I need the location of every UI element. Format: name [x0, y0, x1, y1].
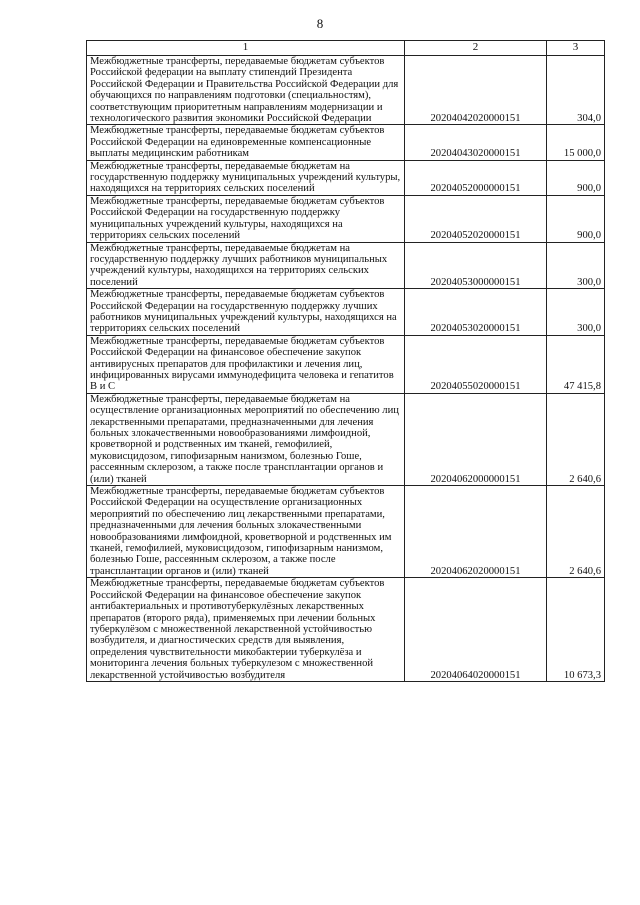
- page-number: 8: [316, 16, 324, 31]
- row-amount: 300,0: [547, 242, 605, 289]
- row-amount: 900,0: [547, 160, 605, 195]
- table-row: [87, 125, 605, 160]
- row-description: Межбюджетные трансферты, передаваемые бюджетам субъектов Российской Федерации на государственную поддержку муниципальных учреждений культуры, находящихся на территориях сельских поселений: [87, 195, 405, 242]
- column-header-3: 3: [547, 41, 605, 56]
- row-code: 20204062000000151: [405, 393, 547, 485]
- table-row: [87, 242, 605, 289]
- row-description: Межбюджетные трансферты, передаваемые бюджетам субъектов Российской федерации на выплату стипендий Президента Российской Федерации и Правительства Российской Федерации для обучающихся по направлениям подготовки (специальностям), соответствующим приоритетным направлениям модернизации и технологического развития экономики Российской Федерации: [87, 56, 405, 125]
- table-row: [87, 486, 605, 578]
- table-row: [87, 160, 605, 195]
- row-description: Межбюджетные трансферты, передаваемые бюджетам субъектов Российской Федерации на осуществление организационных мероприятий по обеспечению лиц лекарственными препаратами, предназначенными для лечения больных злокачественными новообразованиями лимфоидной, кроветворной и родственных им тканей, гемофилией, муковисцидозом, гипофизарным нанизмом, болезнью Гоше, рассеянным склерозом, а также после трансплантации органов и (или) тканей: [87, 486, 405, 578]
- row-amount: 15 000,0: [547, 125, 605, 160]
- row-code: 20204052000000151: [405, 160, 547, 195]
- row-code: 20204042020000151: [405, 56, 547, 125]
- row-description: Межбюджетные трансферты, передаваемые бюджетам субъектов Российской Федерации на государственную поддержку лучших работников муниципальных учреждений культуры, находящихся на территориях сельских поселений: [87, 289, 405, 336]
- table-row: [87, 393, 605, 485]
- row-amount: 304,0: [547, 56, 605, 125]
- table-row: [87, 335, 605, 393]
- row-description: Межбюджетные трансферты, передаваемые бюджетам субъектов Российской Федерации на финансовое обеспечение закупок антивирусных препаратов для профилактики и лечения лиц, инфицированных вирусами иммунодефицита человека и гепатитов В и С: [87, 335, 405, 393]
- row-code: 20204052020000151: [405, 195, 547, 242]
- table-row: [87, 289, 605, 336]
- row-code: 20204064020000151: [405, 578, 547, 682]
- row-amount: 300,0: [547, 289, 605, 336]
- row-amount: 2 640,6: [547, 393, 605, 485]
- row-code: 20204053000000151: [405, 242, 547, 289]
- row-description: Межбюджетные трансферты, передаваемые бюджетам на государственную поддержку лучших работников муниципальных учреждений культуры, находящихся на территориях сельских поселений: [87, 242, 405, 289]
- row-amount: 10 673,3: [547, 578, 605, 682]
- column-header-2: 2: [405, 41, 547, 56]
- table-row: [87, 56, 605, 125]
- table-row: [87, 195, 605, 242]
- table-header-row: [87, 41, 605, 56]
- row-code: 20204062020000151: [405, 486, 547, 578]
- row-amount: 900,0: [547, 195, 605, 242]
- row-amount: 2 640,6: [547, 486, 605, 578]
- row-description: Межбюджетные трансферты, передаваемые бюджетам на государственную поддержку муниципальных учреждений культуры, находящихся на территориях сельских поселений: [87, 160, 405, 195]
- row-code: 20204043020000151: [405, 125, 547, 160]
- table-row: [87, 578, 605, 682]
- row-amount: 47 415,8: [547, 335, 605, 393]
- budget-table: [86, 40, 605, 682]
- column-header-1: 1: [87, 41, 405, 56]
- row-code: 20204055020000151: [405, 335, 547, 393]
- row-code: 20204053020000151: [405, 289, 547, 336]
- row-description: Межбюджетные трансферты, передаваемые бюджетам субъектов Российской Федерации на единовременные компенсационные выплаты медицинским работникам: [87, 125, 405, 160]
- row-description: Межбюджетные трансферты, передаваемые бюджетам субъектов Российской Федерации на финансовое обеспечение закупок антибактериальных и противотуберкулёзных лекарственных препаратов (второго ряда), применяемых при лечении больных туберкулёзом с множественной лекарственной устойчивостью возбудителя, и диагностических средств для выявления, определения чувствительности микобактерии туберкулёза и мониторинга лечения больных туберкулезом с множественной лекарственной устойчивостью возбудителя: [87, 578, 405, 682]
- row-description: Межбюджетные трансферты, передаваемые бюджетам на осуществление организационных мероприятий по обеспечению лиц лекарственными препаратами, предназначенными для лечения больных злокачественными новообразованиями лимфоидной, кроветворной и родственных им тканей, гемофилией, муковисцидозом, гипофизарным нанизмом, болезнью Гоше, рассеянным склерозом, а также после трансплантации органов и (или) тканей: [87, 393, 405, 485]
